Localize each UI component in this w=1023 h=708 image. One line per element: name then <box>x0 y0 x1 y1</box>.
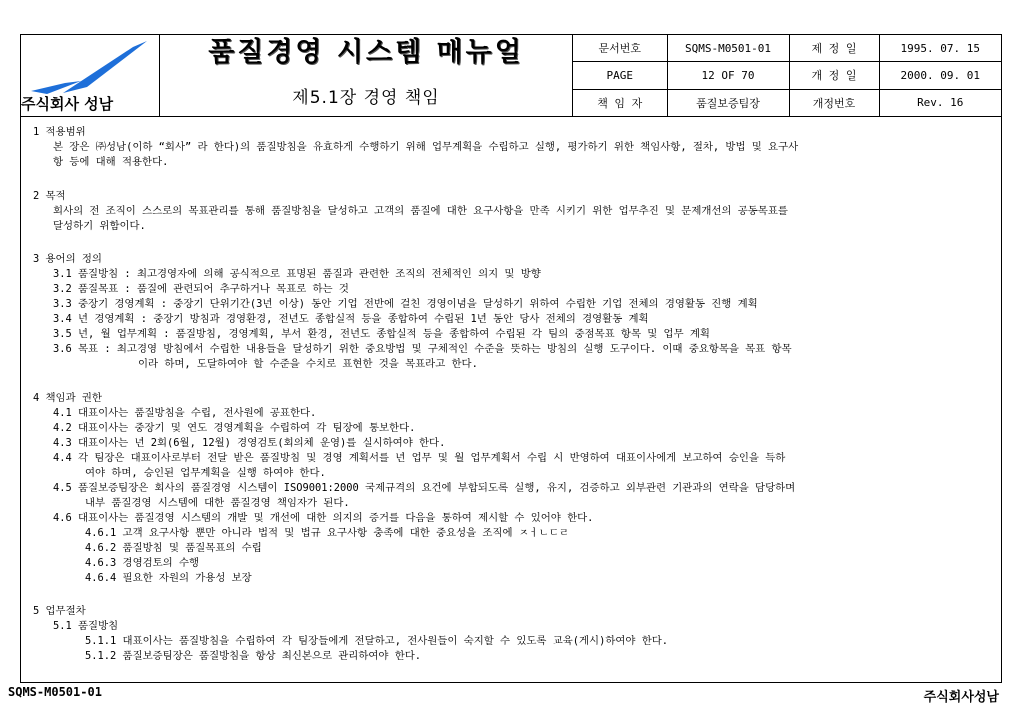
responsibility-item: 4.4 각 팀장은 대표이사로부터 전달 받은 품질방침 및 경영 계획서를 년 업무 및 월 업무계획서 수립 시 반영하여 대표이사에게 보고하여 승인을 득하 <box>53 452 786 464</box>
meta-value: 12 OF 70 <box>667 62 789 89</box>
responsibility-item: 4.2 대표이사는 중장기 및 연도 경영계획을 수립하여 각 팀장에 통보한다. <box>53 422 416 434</box>
meta-row <box>573 62 1001 89</box>
meta-label: 개정번호 <box>789 89 879 116</box>
meta-value: 품질보증팀장 <box>667 89 789 116</box>
sub-item: 4.6.4 필요한 자원의 가용성 보장 <box>85 572 252 584</box>
definition-item-continued: 이라 하며, 도달하여야 할 수준을 수치로 표현한 것을 목표라고 한다. <box>138 358 478 370</box>
meta-label: 제 정 일 <box>789 35 879 62</box>
definition-item: 3.3 중장기 경영계획 : 중장기 단위기간(3년 이상) 동안 기업 전반에 걸친 경영이념을 달성하기 위하여 수립한 기업 전체의 경영활동 진행 계획 <box>53 298 758 310</box>
meta-label: 책 임 자 <box>597 96 643 110</box>
section-heading: 3 용어의 정의 <box>33 253 102 265</box>
meta-value: 1995. 07. 15 <box>879 35 1001 62</box>
definition-item: 3.5 년, 월 업무계획 : 품질방침, 경영계획, 부서 환경, 전년도 종합실적 등을 종합하여 수립된 각 팀의 중점목표 항목 및 업무 계획 <box>53 328 710 340</box>
responsibility-item-continued: 여야 하며, 승인된 업무계획을 실행 하여야 한다. <box>85 467 326 479</box>
chapter-title: 제5.1장 경영 책임 <box>292 88 440 108</box>
responsibility-item: 4.3 대표이사는 년 2회(6월, 12월) 경영검토(회의체 운영)를 실시하여야 한다. <box>53 437 446 449</box>
section-heading: 4 책임과 권한 <box>33 392 102 404</box>
logo-cell <box>21 35 160 116</box>
section-heading: 5 업무절차 <box>33 605 86 617</box>
document-header <box>21 35 1001 117</box>
section-heading: 1 적용범위 <box>33 126 86 138</box>
footer-doc-code: SQMS-M0501-01 <box>8 685 102 699</box>
sub-item: 4.6.3 경영검토의 수행 <box>85 557 200 569</box>
meta-label: 문서번호 <box>573 35 667 62</box>
footer-company: 주식회사성남 <box>923 690 999 705</box>
sub-item: 4.6.2 품질방침 및 품질목표의 수립 <box>85 542 262 554</box>
document-frame <box>20 34 1002 683</box>
document-body <box>21 117 1001 682</box>
meta-value: Rev. 16 <box>879 89 1001 116</box>
definition-item: 3.2 품질목표 : 품질에 관련되어 추구하거나 목표로 하는 것 <box>53 283 349 295</box>
procedure-item: 5.1.2 품질보증팀장은 품질방침을 항상 최신본으로 관리하여야 한다. <box>85 650 422 662</box>
meta-label: PAGE <box>573 62 667 89</box>
body-text: 달성하기 위함이다. <box>53 220 146 232</box>
meta-label: 개 정 일 <box>789 62 879 89</box>
procedure-item: 5.1.1 대표이사는 품질방침을 수립하여 각 팀장들에게 전달하고, 전사원들이 숙지할 수 있도록 교육(게시)하여야 한다. <box>85 635 669 647</box>
document-meta-table <box>573 35 1001 116</box>
title-cell <box>160 35 573 116</box>
section-heading: 2 목적 <box>33 190 66 202</box>
definition-item: 3.4 년 경영계획 : 중장기 방침과 경영환경, 전년도 종합실적 등을 종합하여 수립된 1년 동안 당사 전체의 경영활동 계획 <box>53 313 649 325</box>
definition-item: 3.1 품질방침 : 최고경영자에 의해 공식적으로 표명된 품질과 관련한 조직의 전체적인 의지 및 방향 <box>53 268 541 280</box>
document-title: 품질경영 시스템 매뉴얼 <box>208 37 524 68</box>
company-logo <box>25 39 155 97</box>
body-text: 항 등에 대해 적용한다. <box>53 156 169 168</box>
subsection-heading: 5.1 품질방침 <box>53 620 119 632</box>
body-text: 본 장은 ㈜성남(이하 “회사” 라 한다)의 품질방침을 유효하게 수행하기 위해 업무계획을 수립하고 실행, 평가하기 위한 책임사항, 절차, 방법 및 요구사 <box>53 141 799 153</box>
responsibility-item: 4.6 대표이사는 품질경영 시스템의 개발 및 개선에 대한 의지의 증거를 다음을 통하여 제시할 수 있어야 한다. <box>53 512 594 524</box>
responsibility-item: 4.5 품질보증팀장은 회사의 품질경영 시스템이 ISO9001:2000 국제규격의 요건에 부합되도록 실행, 유지, 검증하고 외부관련 기관과의 연락을 담당하며 <box>53 482 796 494</box>
meta-row <box>573 35 1001 62</box>
meta-value: 2000. 09. 01 <box>879 62 1001 89</box>
meta-row <box>573 89 1001 116</box>
company-name: 주식회사 성남 <box>21 95 114 113</box>
body-text: 회사의 전 조직이 스스로의 목표관리를 통해 품질방침을 달성하고 고객의 품질에 대한 요구사항을 만족 시키기 위한 업무추진 및 문제개선의 공동목표를 <box>53 205 788 217</box>
responsibility-item-continued: 내부 품질경영 시스템에 대한 품질경영 책임자가 된다. <box>85 497 350 509</box>
sub-item: 4.6.1 고객 요구사항 뿐만 아니라 법적 및 법규 요구사항 충족에 대한 중요성을 조직에 ㅈㅓㄴㄷㄹ <box>85 527 569 539</box>
responsibility-item: 4.1 대표이사는 품질방침을 수립, 전사원에 공표한다. <box>53 407 317 419</box>
meta-value: SQMS-M0501-01 <box>667 35 789 62</box>
definition-item: 3.6 목표 : 최고경영 방침에서 수립한 내용들을 달성하기 위한 중요방법 및 구체적인 수준을 뜻하는 방침의 실행 도구이다. 이때 중요항목을 목표 항목 <box>53 343 792 355</box>
